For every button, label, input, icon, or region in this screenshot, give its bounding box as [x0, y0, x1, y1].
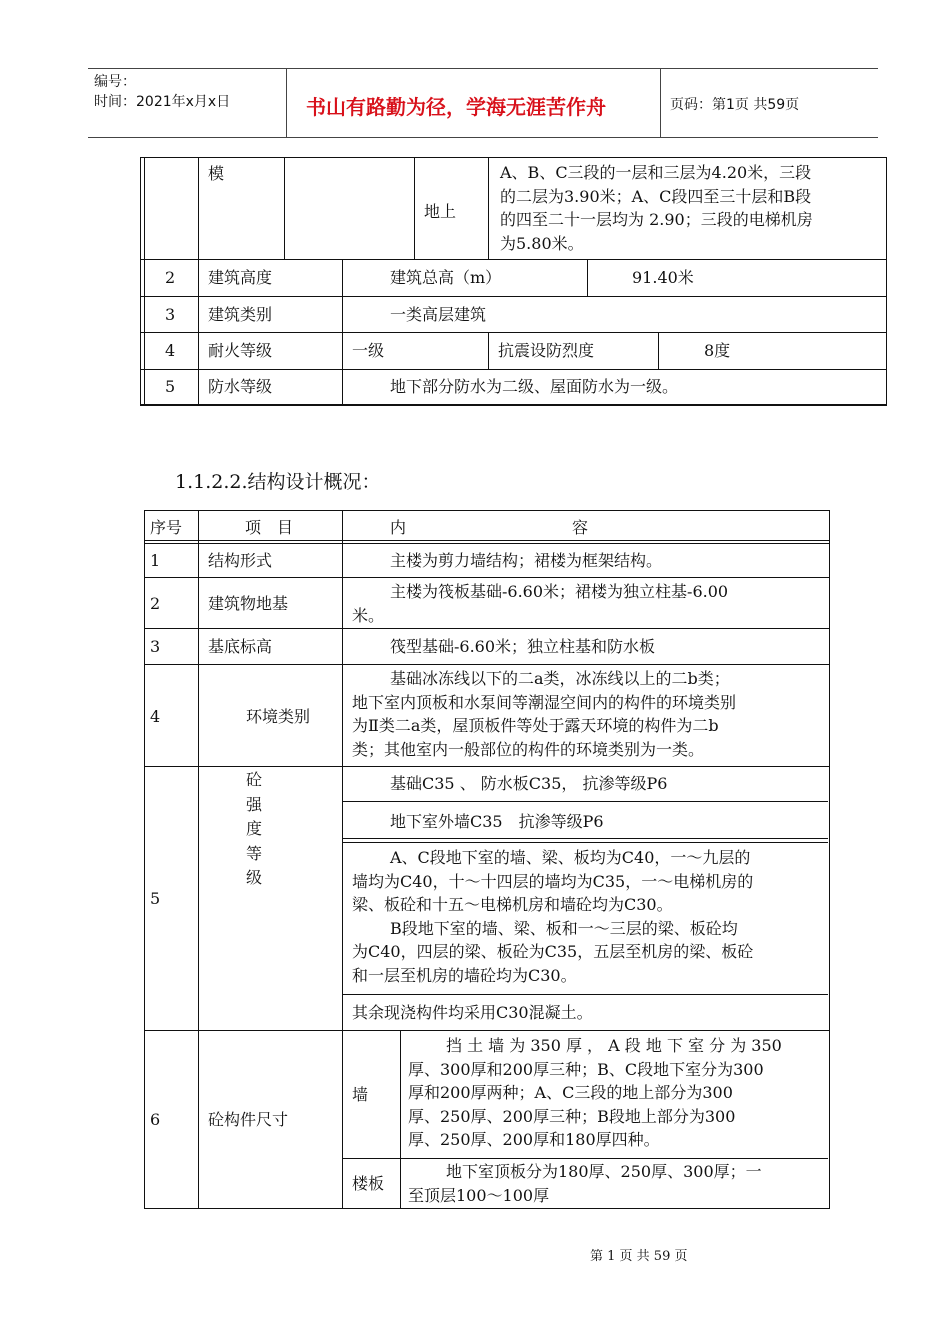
row-value: 地下部分防水为二级、屋面防水为一级。	[390, 377, 679, 396]
row-item: 防水等级	[208, 377, 273, 396]
row-sub-label: 地上	[424, 202, 457, 221]
section-title: 1.1.2.2.结构设计概况：	[175, 471, 381, 493]
row-value: 一类高层建筑	[390, 305, 487, 324]
time-label: 时间：2021年x月x日	[94, 94, 231, 110]
header-no: 序号	[150, 518, 183, 537]
row-item: 基底标高	[208, 637, 273, 656]
slab-label: 楼板	[352, 1174, 385, 1193]
row-label: 抗震设防烈度	[498, 341, 595, 360]
row-number: 1	[150, 551, 161, 570]
page-info: 页码：第1页 共59页	[670, 97, 800, 113]
row-content: 其余现浇构件均采用C30混凝土。	[352, 1003, 593, 1022]
row-content: 主楼为筏板基础-6.60米；裙楼为独立柱基-6.00 米。	[352, 582, 729, 625]
wall-content: 挡 土 墙 为 350 厚 ， A 段 地 下 室 分 为 350 厚、300厚和200厚三种；B、C段地下室分为300 厚和200厚两种；A、C三段的地上部分为300 厚、250厚、200厚三种；B段地上部分为300 厚、250厚、200厚和180厚四种。	[408, 1036, 782, 1149]
row-number: 5	[150, 889, 161, 908]
row-item: 砼构件尺寸	[208, 1110, 289, 1129]
row-content: 基础C35 、 防水板C35， 抗渗等级P6	[390, 774, 668, 793]
row-number: 4	[150, 707, 161, 726]
row-item: 环境类别	[246, 707, 311, 726]
header-divider	[660, 69, 661, 137]
row-value: 8度	[704, 341, 731, 360]
row-content: 主楼为剪力墙结构；裙楼为框架结构。	[390, 551, 663, 570]
row-content: 基础冰冻线以下的二a类，冰冻线以上的二b类； 地下室内顶板和水泵间等潮湿空间内的构件的环境类别 为Ⅱ类二a类，屋顶板件等处于露天环境的构件为二b 类；其他室内一般部位的构件的环境类别为一类。	[352, 669, 737, 759]
page-header	[88, 68, 878, 138]
row-item: 模	[208, 164, 225, 183]
row-label: 建筑总高（m）	[390, 268, 502, 287]
serial-label: 编号：	[94, 74, 136, 90]
row-item-vertical: 砼 强 度 等 级	[246, 770, 263, 887]
row-item: 耐火等级	[208, 341, 273, 360]
row-number: 3	[165, 305, 176, 324]
row-content: A、C段地下室的墙、梁、板均为C40，一～九层的 墙均为C40，十～十四层的墙均为C35，一～电梯机房的 梁、板砼和十五～电梯机房和墙砼均为C30。 B段地下室的墙、梁、板和一～三层的梁、板砼均 为C40，四层的梁、板砼为C35，五层至机房的梁、板砼 和一层至机房的墙砼均为C30。	[352, 848, 754, 985]
row-number: 4	[165, 341, 176, 360]
motto: 书山有路勤为径，学海无涯苦作舟	[306, 95, 606, 119]
row-content: 地下室外墙C35 抗渗等级P6	[390, 812, 604, 831]
wall-label: 墙	[352, 1085, 369, 1104]
row-value: 一级	[352, 341, 385, 360]
row-item: 建筑类别	[208, 305, 273, 324]
row-number: 6	[150, 1110, 161, 1129]
slab-content: 地下室顶板分为180厚、250厚、300厚；一 至顶层100～100厚	[408, 1162, 762, 1205]
floor-height-text: A、B、C三段的一层和三层为4.20米，三段 的二层为3.90米；A、C段四至三十层和B段 的四至二十一层均为 2.90；三段的电梯机房 为5.80米。	[500, 163, 813, 253]
row-item: 建筑高度	[208, 268, 273, 287]
row-item: 建筑物地基	[208, 594, 289, 613]
header-item: 项 目	[245, 518, 294, 537]
row-number: 3	[150, 637, 161, 656]
header-content: 容	[572, 518, 589, 537]
row-number: 2	[165, 268, 176, 287]
header-content: 内	[390, 518, 407, 537]
header-divider	[286, 69, 287, 137]
row-item: 结构形式	[208, 551, 273, 570]
row-number: 2	[150, 594, 161, 613]
page-footer: 第 1 页 共 59 页	[590, 1249, 688, 1264]
row-content: 筏型基础-6.60米；独立柱基和防水板	[390, 637, 656, 656]
row-number: 5	[165, 377, 176, 396]
row-value: 91.40米	[632, 268, 694, 287]
